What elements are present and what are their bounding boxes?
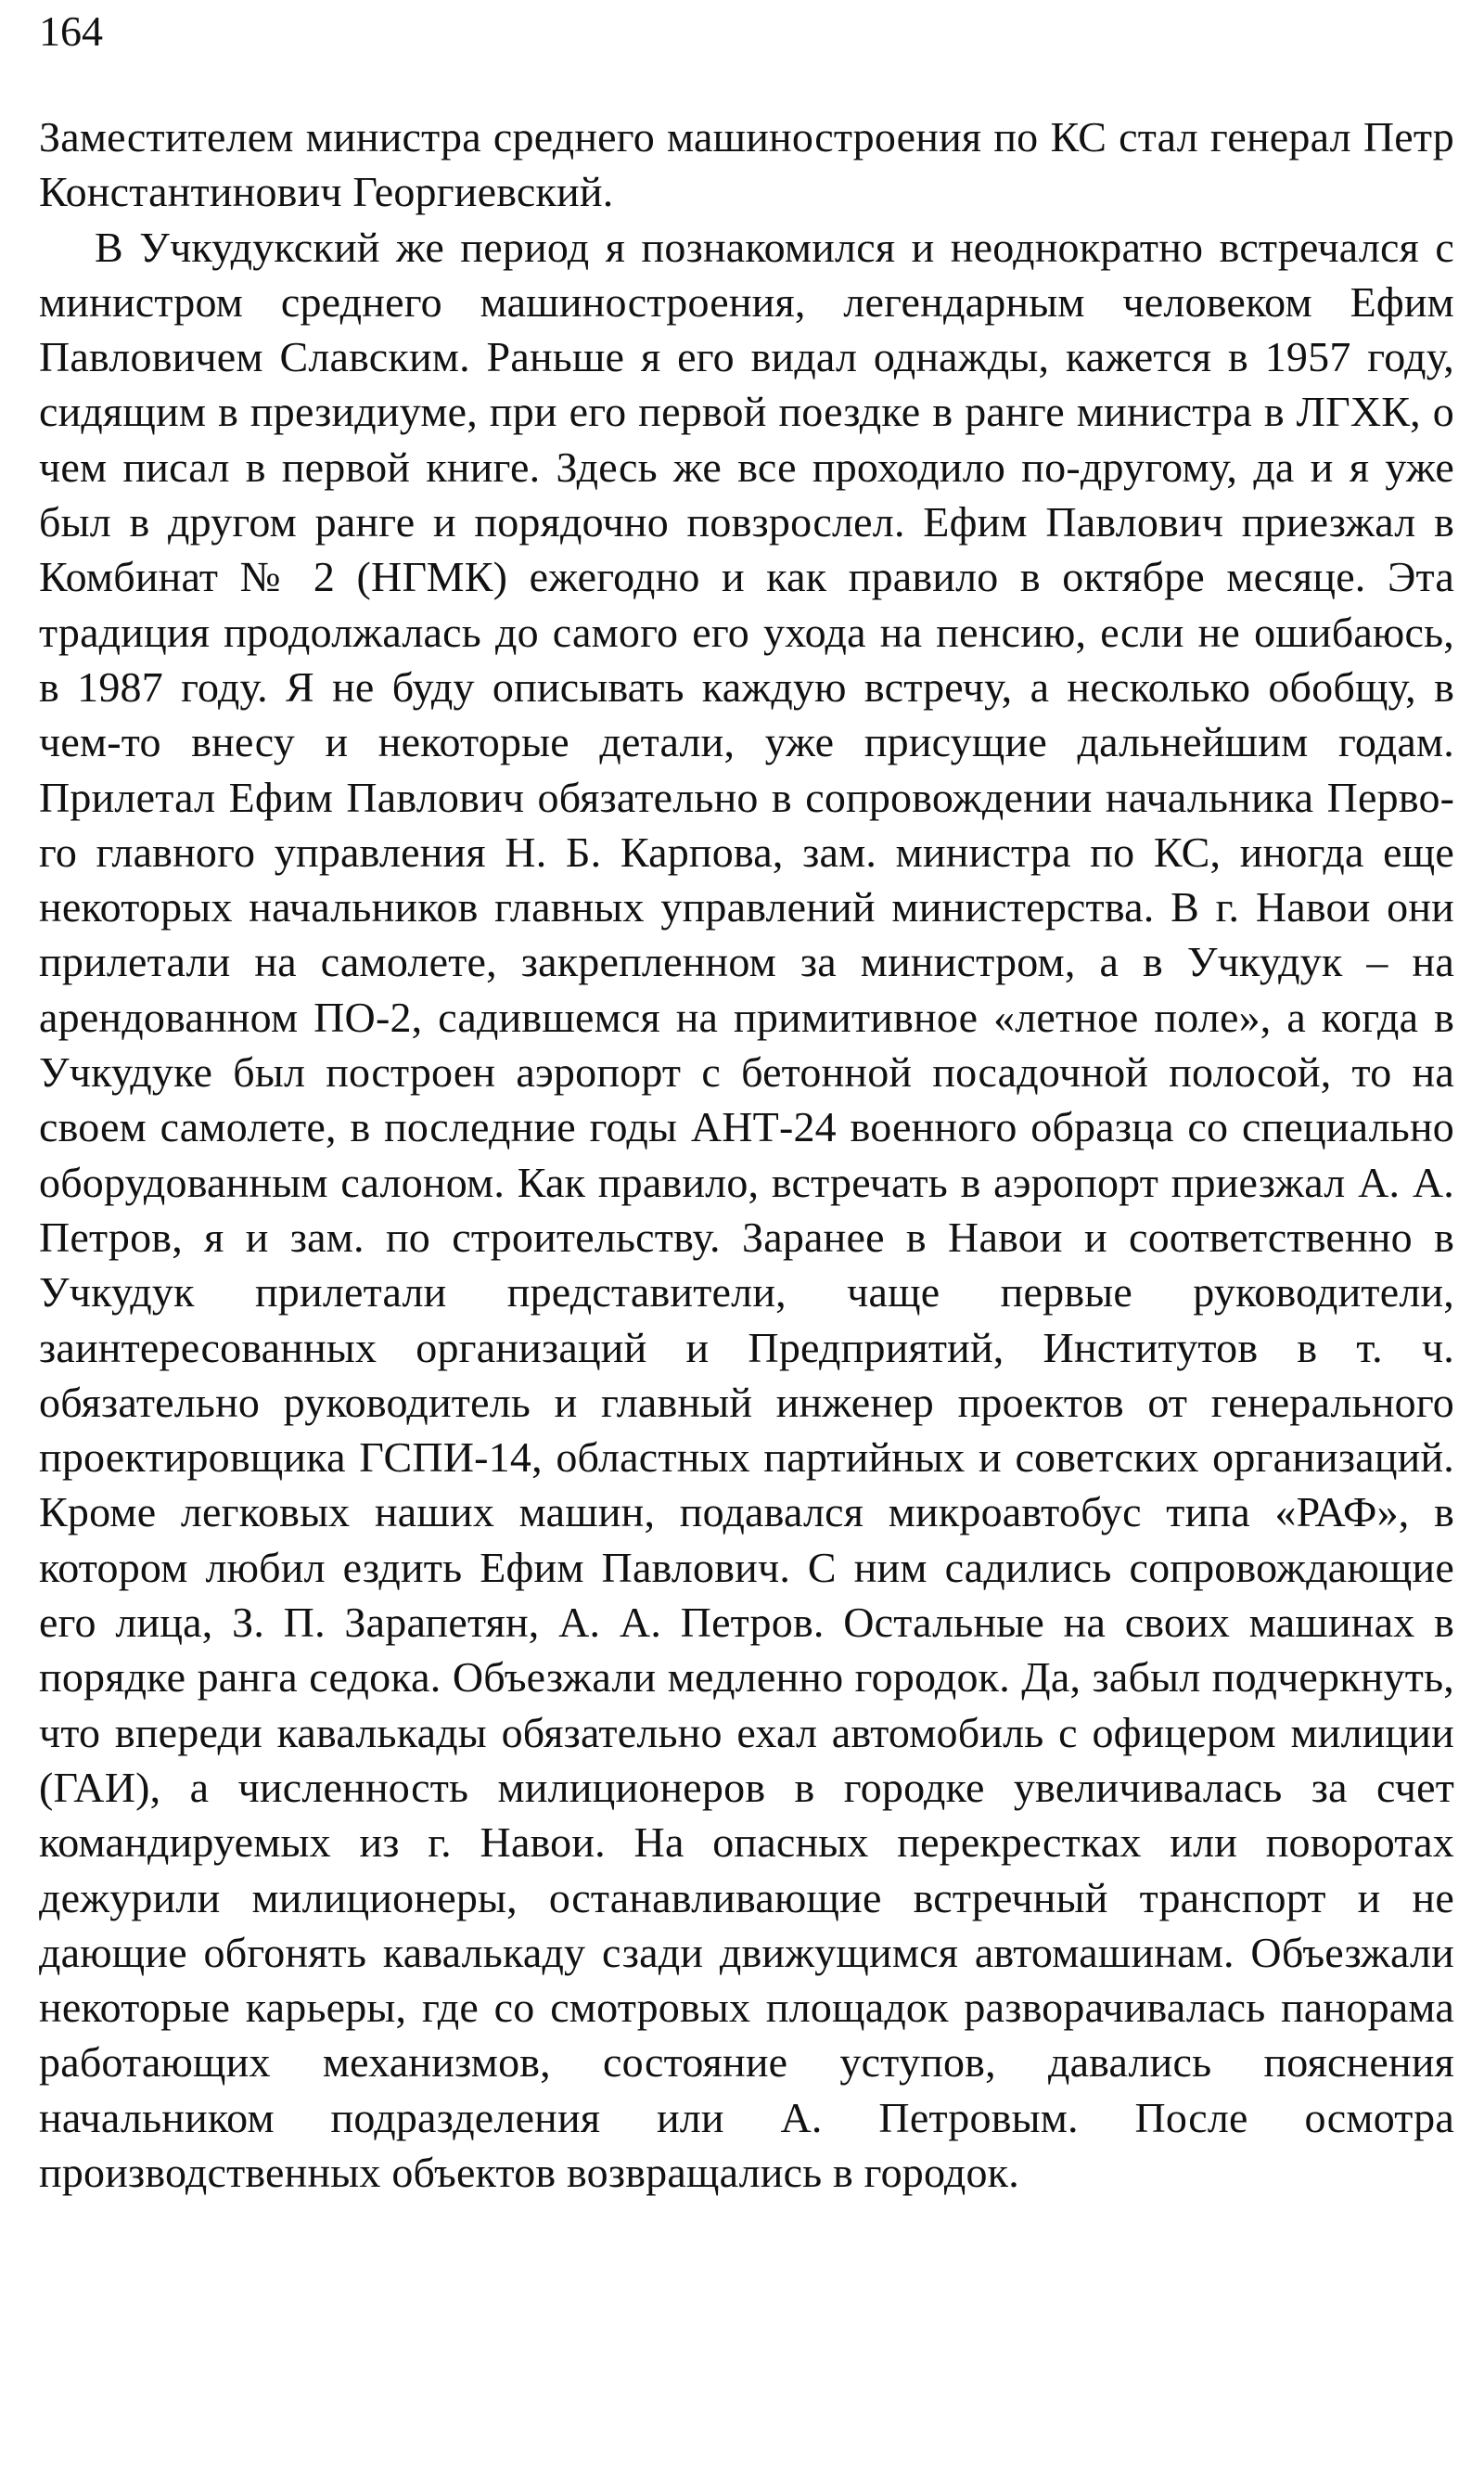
page-number: 164 — [39, 7, 103, 55]
paragraph-1: Заместителем министра среднего машиностроения по КС стал генерал Петр Константинович Георгиевский. — [39, 113, 1454, 216]
body-text — [39, 109, 1454, 2200]
paragraph-2: В Учкудукский же период я познакомился и неоднократно встречался с министром среднего машиностроения, легендарным человеком Ефим Павловичем Славским. Раньше я его видал однажды, кажется в 1957 году, сидящим в президиуме, при его первой поездке в ранге министра в ЛГХК, о чем писал в первой книге. Здесь же все проходило по-другому, да и я уже был в другом ранге и порядочно повзрослел. Ефим Павлович приезжал в Комбинат № 2 (НГМК) ежегодно и как правило в октябре месяце. Эта традиция продолжалась до самого его ухода на пенсию, если не ошибаюсь, в 1987 году. Я не буду описывать каждую встречу, а несколько обобщу, в чем-то внесу и некоторые детали, уже присущие дальнейшим годам. Прилетал Ефим Павлович обязательно в сопровождении начальника Первого главного управления Н. Б. Карпова, зам. министра по КС, иногда еще некоторых начальников главных управлений министерства. В г. Навои они прилетали на самолете, закрепленном за министром, а в Учкудук – на арендованном ПО-2, садившемся на примитивное «летное поле», а когда в Учкудуке был построен аэропорт с бетонной посадочной полосой, то на своем самолете, в последние годы АНТ-24 военного образца со специально оборудованным салоном. Как правило, встречать в аэропорт приезжал А. А. Петров, я и зам. по строительству. Заранее в Навои и соответственно в Учкудук прилетали представители, чаще первые руководители, заинтересованных организаций и Предприятий, Институтов в т. ч. обязательно руководитель и главный инженер проектов от генерального проектировщика ГСПИ-14, областных партийных и советских организаций. Кроме легковых наших машин, подавался микроавтобус типа «РАФ», в котором любил ездить Ефим Павлович. С ним садились сопровождающие его лица, З. П. Зарапетян, А. А. Петров. Остальные на своих машинах в порядке ранга седока. Объезжали медленно городок. Да, забыл подчеркнуть, что впереди кавалькады обязательно ехал автомобиль с офицером милиции (ГАИ), а численность милиционеров в городке увеличивалась за счет командируемых из г. Навои. На опасных перекрестках или поворотах дежурили милиционеры, останавливающие встречный транспорт и не дающие обгонять кавалькаду сзади движущимся автомашинам. Объезжали некоторые карьеры, где со смотровых площадок разворачивалась панорама работающих механизмов, состояние уступов, давались пояснения начальником подразделения или А. Петровым. После осмотра производственных объектов возвращались в городок. — [39, 223, 1454, 2196]
